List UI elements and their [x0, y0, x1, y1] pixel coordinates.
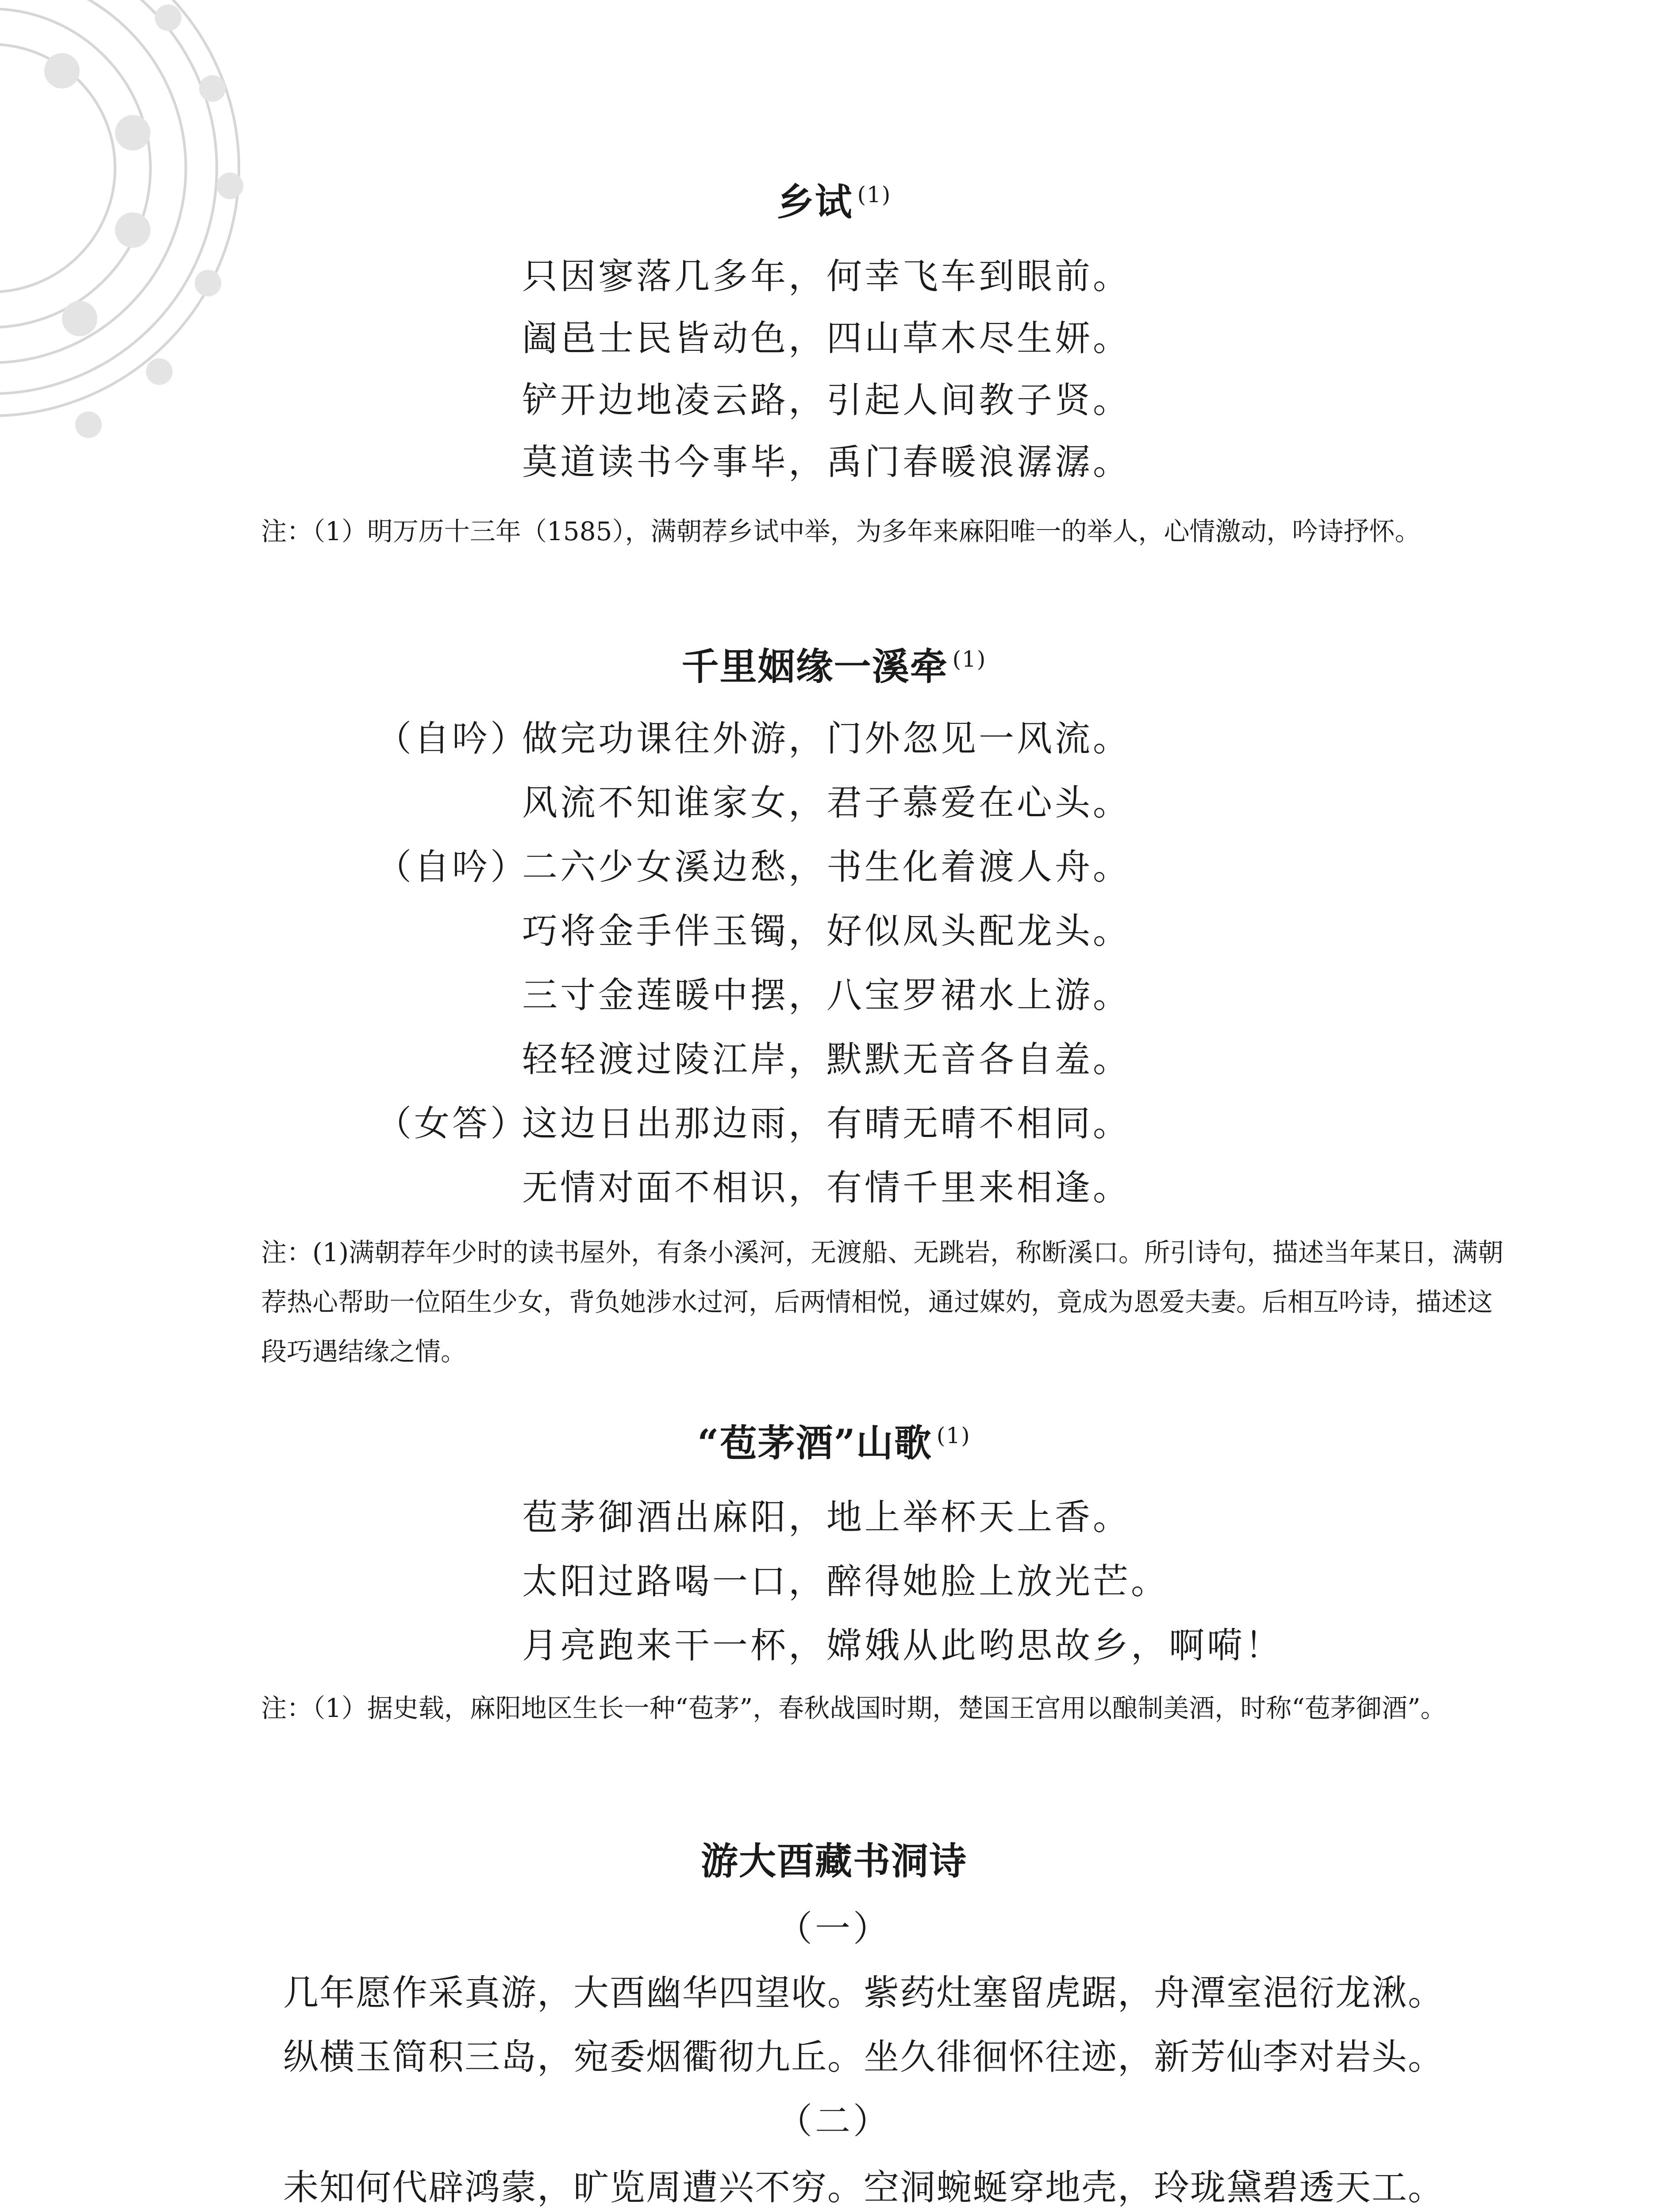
verse-text: 三寸金莲暖中摆，八宝罗裙水上游。: [522, 975, 1131, 1016]
footnote-marker: (1): [857, 182, 892, 207]
poem-line: [376, 1159, 1131, 1210]
verse-text: 做完功课往外游，门外忽见一风流。: [522, 718, 1131, 759]
poem-line: [376, 1095, 1131, 1146]
footnote: 注：（1）明万历十三年（1585），满朝荐乡试中举，为多年来麻阳唯一的举人，心情激动，吟诗抒怀。: [261, 516, 1421, 546]
poem-title-text: 乡试: [776, 180, 853, 224]
poem-line: [376, 1031, 1131, 1082]
verse-text: 轻轻渡过陵江岸，默默无音各自羞。: [522, 1039, 1131, 1080]
poem-line: 苞茅御酒出麻阳，地上举杯天上香。: [522, 1497, 1131, 1538]
poem-title-baomaojiu: [0, 1413, 1668, 1467]
poem-line: [376, 838, 1131, 889]
lace-ornament: [0, 0, 265, 509]
poem-line: 阖邑士民皆动色，四山草木尽生妍。: [522, 318, 1131, 359]
speaker-label: （自吟）: [376, 718, 528, 759]
poem-line: 只因寥落几多年，何幸飞车到眼前。: [522, 256, 1131, 297]
footnote-marker: (1): [952, 646, 987, 672]
poem-line: 莫道读书今事毕，禹门春暖浪潺潺。: [522, 442, 1131, 483]
poem-title-text: “苞茅酒”山歌: [697, 1421, 932, 1465]
poem-line: [376, 902, 1131, 953]
poem-line: 太阳过路喝一口，醉得她脸上放光芒。: [522, 1561, 1169, 1602]
speaker-label: （自吟）: [376, 846, 528, 887]
poem-line: [376, 710, 1131, 761]
poem-title-text: 游大酉藏书洞诗: [700, 1839, 967, 1883]
poem-line: 未知何代辟鸿蒙，旷览周遭兴不穷。空洞蜿蜒穿地壳，玲珑黛碧透天工。: [283, 2167, 1444, 2208]
footnote-marker: (1): [936, 1423, 971, 1448]
stanza-label: （一）: [777, 1908, 891, 1949]
poem-title-qianli: [0, 637, 1668, 691]
poem-line: [376, 967, 1131, 1018]
poem-line: [376, 774, 1131, 825]
poem-title-xiangshi: [0, 173, 1668, 226]
stanza-label: （二）: [777, 2101, 891, 2142]
poem-line: 月亮跑来干一杯，嫦娥从此哟思故乡，啊嗬！: [522, 1625, 1283, 1666]
poem-line: 纵横玉简积三岛，宛委烟衢彻九丘。坐久徘徊怀往迹，新芳仙李对岩头。: [283, 2036, 1444, 2078]
poem-title-text: 千里姻缘一溪牵: [681, 645, 948, 688]
speaker-label: （女答）: [376, 1103, 528, 1144]
verse-text: 无情对面不相识，有情千里来相逢。: [522, 1167, 1131, 1208]
verse-text: 这边日出那边雨，有晴无晴不相同。: [522, 1103, 1131, 1144]
footnote: 注：（1）据史载，麻阳地区生长一种“苞茅”，春秋战国时期，楚国王宫用以酿制美酒，时称“苞茅御酒”。: [261, 1693, 1446, 1723]
poem-title-dayou: [0, 1832, 1668, 1885]
verse-text: 风流不知谁家女，君子慕爱在心头。: [522, 782, 1131, 823]
footnote: 注：(1)满朝荐年少时的读书屋外，有条小溪河，无渡船、无跳岩，称断溪口。所引诗句，描述当年某日，满朝荐热心帮助一位陌生少女，背负她涉水过河，后两情相悦，通过媒妁，竟成为恩爱夫妻。后相互吟诗，描述这段巧遇结缘之情。: [261, 1237, 1504, 1367]
verse-text: 二六少女溪边愁，书生化着渡人舟。: [522, 846, 1131, 887]
verse-text: 巧将金手伴玉镯，好似凤头配龙头。: [522, 910, 1131, 952]
poem-line: 几年愿作采真游，大酉幽华四望收。紫药灶塞留虎踞，舟潭室浥衍龙湫。: [283, 1972, 1444, 2013]
poem-line: 铲开边地凌云路，引起人间教子贤。: [522, 380, 1131, 421]
